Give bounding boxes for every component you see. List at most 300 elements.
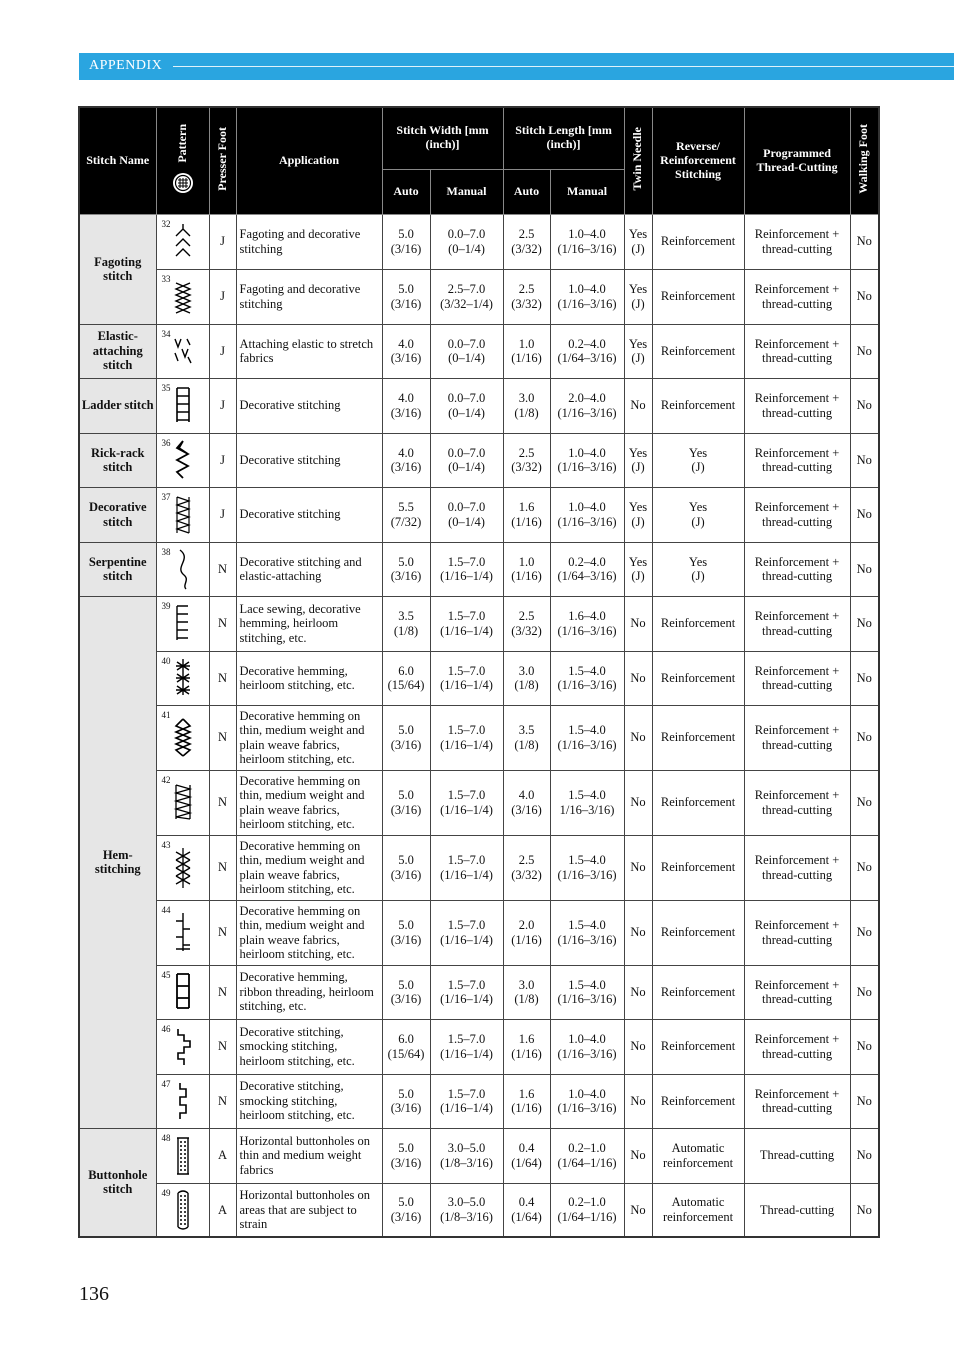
application: Decorative hemming, heirloom stitching, etc.	[236, 651, 382, 705]
stitch-name: Rick-rack stitch	[79, 433, 156, 487]
width-auto-inch: (1/8)	[393, 623, 419, 638]
reverse-value: Reinforcement	[660, 860, 736, 875]
twin-needle-sub: (J)	[631, 514, 645, 529]
programmed-thread-cutting	[744, 596, 850, 651]
length-auto-inch: (3/32)	[511, 296, 542, 311]
length-auto-inch: (3/32)	[511, 241, 542, 256]
length-manual	[550, 542, 624, 596]
twin-needle	[624, 900, 652, 965]
width-auto-inch: (3/16)	[390, 992, 422, 1006]
width-auto-inch: (3/16)	[390, 460, 422, 474]
twin-needle	[624, 324, 652, 378]
pattern-number: 48	[161, 1132, 171, 1143]
pattern-number: 35	[161, 382, 171, 393]
width-auto-mm: 5.0	[398, 1195, 414, 1210]
width-manual-inch: (1/16–1/4)	[440, 867, 493, 882]
walking-foot: No	[850, 378, 879, 433]
length-auto-inch: (1/16)	[511, 569, 542, 583]
walking-foot: No	[850, 269, 879, 324]
walking-foot: No	[850, 835, 879, 900]
twin-needle-value: Yes	[628, 500, 648, 515]
walking-foot: No	[850, 487, 879, 542]
hem-43-icon	[172, 846, 194, 890]
reverse-reinforcement	[652, 487, 744, 542]
width-manual	[430, 378, 503, 433]
reverse-reinforcement	[652, 900, 744, 965]
pattern-header-icon	[172, 172, 194, 198]
pattern-cell	[156, 324, 209, 378]
presser-foot: N	[209, 651, 236, 705]
programmed-value: Reinforcement +	[754, 282, 840, 297]
pattern-cell	[156, 651, 209, 705]
reverse-reinforcement	[652, 705, 744, 770]
twin-needle-value: No	[630, 398, 646, 413]
length-manual-mm: 1.0–4.0	[568, 500, 606, 515]
length-manual-mm: 1.5–4.0	[568, 663, 606, 678]
hem-42-icon	[172, 781, 194, 825]
length-auto	[503, 1074, 550, 1128]
width-manual-mm: 1.5–7.0	[447, 853, 486, 868]
length-auto-mm: 2.5	[518, 609, 535, 624]
header-pattern	[156, 107, 209, 214]
width-auto-inch: (3/16)	[390, 932, 422, 947]
length-auto-mm: 1.6	[518, 1032, 535, 1047]
length-auto	[503, 705, 550, 770]
width-manual-mm: 1.5–7.0	[447, 918, 486, 933]
width-auto	[382, 378, 430, 433]
header-walking-foot-label: Walking Foot	[856, 124, 871, 194]
pattern-number: 47	[161, 1078, 171, 1089]
reverse-reinforcement	[652, 378, 744, 433]
width-auto-inch: (3/16)	[390, 1155, 422, 1170]
reverse-sub: (J)	[691, 514, 705, 529]
width-manual-inch: (0–1/4)	[448, 514, 485, 529]
reverse-value: Reinforcement	[660, 730, 736, 745]
length-auto	[503, 1183, 550, 1237]
reverse-value: Reinforcement	[660, 1093, 736, 1108]
header-rule	[173, 66, 954, 67]
length-auto-mm: 2.5	[518, 445, 535, 460]
pattern-cell	[156, 1074, 209, 1128]
header-twin-needle-label: Twin Needle	[630, 127, 645, 191]
header-width-manual: Manual	[430, 169, 503, 214]
twin-needle	[624, 596, 652, 651]
length-manual-inch: (1/64–1/16)	[557, 1209, 617, 1224]
width-auto-inch: (3/16)	[390, 867, 422, 882]
walking-foot: No	[850, 651, 879, 705]
width-manual	[430, 900, 503, 965]
reverse-reinforcement	[652, 542, 744, 596]
width-manual-inch: (0–1/4)	[448, 351, 485, 365]
length-manual-inch: (1/16–3/16)	[557, 460, 617, 474]
length-manual	[550, 596, 624, 651]
length-auto-inch: (3/32)	[511, 460, 542, 474]
programmed-thread-cutting	[744, 269, 850, 324]
stitch-name: Ladder stitch	[79, 378, 156, 433]
programmed-sub: thread-cutting	[761, 867, 833, 882]
length-manual-mm: 1.6–4.0	[568, 609, 606, 624]
reverse-value: Reinforcement	[660, 398, 736, 413]
width-manual-mm: 1.5–7.0	[447, 1032, 486, 1047]
pattern-cell	[156, 965, 209, 1019]
twin-needle-value: No	[630, 925, 646, 940]
length-manual	[550, 269, 624, 324]
pattern-number: 34	[161, 328, 171, 339]
reverse-sub: (J)	[691, 460, 705, 474]
programmed-sub: thread-cutting	[761, 678, 833, 692]
length-manual	[550, 1183, 624, 1237]
width-auto	[382, 1128, 430, 1183]
application: Decorative stitching	[236, 378, 382, 433]
length-manual-inch: (1/16–3/16)	[557, 296, 617, 311]
width-manual	[430, 214, 503, 269]
programmed-value: Reinforcement +	[754, 788, 840, 803]
header-walking-foot	[850, 107, 879, 214]
length-manual-inch: (1/16–3/16)	[557, 932, 617, 947]
width-auto-mm: 5.0	[398, 1141, 414, 1156]
width-manual	[430, 1019, 503, 1074]
width-auto-inch: (3/16)	[390, 241, 422, 256]
walking-foot: No	[850, 214, 879, 269]
application: Fagoting and decorative stitching	[236, 214, 382, 269]
twin-needle	[624, 487, 652, 542]
programmed-thread-cutting	[744, 705, 850, 770]
width-auto-mm: 4.0	[398, 445, 414, 460]
programmed-sub: thread-cutting	[761, 932, 833, 947]
header-programmed: Programmed Thread-Cutting	[744, 107, 850, 214]
width-manual-mm: 1.5–7.0	[447, 663, 486, 678]
application: Decorative stitching	[236, 487, 382, 542]
application: Decorative hemming on thin, medium weight and plain weave fabrics, heirloom stitching, etc.	[236, 835, 382, 900]
length-auto-inch: (3/32)	[511, 867, 542, 882]
presser-foot: N	[209, 1019, 236, 1074]
pattern-number: 41	[161, 709, 171, 720]
reverse-value: Reinforcement	[660, 984, 736, 999]
programmed-thread-cutting	[744, 1019, 850, 1074]
width-auto-mm: 5.5	[398, 500, 414, 515]
length-manual-inch: (1/16–3/16)	[557, 623, 617, 638]
programmed-sub: thread-cutting	[761, 405, 833, 420]
twin-needle-value: No	[630, 1039, 646, 1054]
width-auto	[382, 1074, 430, 1128]
presser-foot: A	[209, 1183, 236, 1237]
reverse-reinforcement	[652, 433, 744, 487]
stitch-table	[78, 106, 880, 1238]
length-manual-mm: 1.0–4.0	[568, 445, 606, 460]
reverse-reinforcement	[652, 324, 744, 378]
reverse-value: Automatic	[671, 1141, 725, 1156]
length-manual	[550, 770, 624, 835]
table-row	[79, 651, 879, 705]
presser-foot: N	[209, 1074, 236, 1128]
reverse-value: Reinforcement	[660, 925, 736, 940]
length-manual-inch: (1/16–3/16)	[557, 1101, 617, 1115]
programmed-value: Reinforcement +	[754, 227, 840, 242]
fagoting-33-icon	[172, 275, 194, 319]
length-manual-mm: 0.2–4.0	[568, 554, 606, 569]
stitch-name: Buttonhole stitch	[79, 1128, 156, 1237]
application: Attaching elastic to stretch fabrics	[236, 324, 382, 378]
width-manual	[430, 1183, 503, 1237]
width-auto-inch: (15/64)	[387, 678, 425, 692]
header-application: Application	[236, 107, 382, 214]
length-manual-inch: (1/64–1/16)	[557, 1155, 617, 1170]
width-manual	[430, 965, 503, 1019]
twin-needle-value: No	[630, 1148, 646, 1163]
presser-foot: A	[209, 1128, 236, 1183]
table-row	[79, 433, 879, 487]
width-auto	[382, 900, 430, 965]
reverse-value: Yes	[688, 554, 708, 569]
table-row	[79, 965, 879, 1019]
length-manual	[550, 487, 624, 542]
width-auto	[382, 705, 430, 770]
walking-foot: No	[850, 900, 879, 965]
programmed-thread-cutting	[744, 651, 850, 705]
reverse-value: Yes	[688, 500, 708, 515]
reverse-sub: reinforcement	[662, 1209, 734, 1224]
length-auto-mm: 3.0	[518, 391, 535, 406]
width-manual-mm: 0.0–7.0	[447, 227, 486, 242]
twin-needle-value: Yes	[628, 445, 648, 460]
programmed-sub: thread-cutting	[761, 737, 833, 752]
length-auto-mm: 3.5	[518, 723, 535, 738]
length-auto-mm: 3.0	[518, 977, 535, 992]
width-auto	[382, 487, 430, 542]
programmed-thread-cutting	[744, 770, 850, 835]
length-auto-inch: (1/16)	[511, 1101, 542, 1115]
width-auto-inch: (3/16)	[390, 737, 422, 752]
programmed-value: Reinforcement +	[754, 918, 840, 933]
length-manual-mm: 0.2–4.0	[568, 336, 606, 351]
programmed-thread-cutting	[744, 487, 850, 542]
twin-needle-value: No	[630, 1202, 646, 1217]
header-pattern-label: Pattern	[174, 123, 189, 163]
presser-foot: N	[209, 835, 236, 900]
width-auto-inch: (3/16)	[390, 569, 422, 583]
width-auto-inch: (15/64)	[387, 1046, 425, 1061]
pattern-cell	[156, 705, 209, 770]
application: Horizontal buttonholes on areas that are subject to strain	[236, 1183, 382, 1237]
presser-foot: J	[209, 269, 236, 324]
hem-40-icon	[172, 656, 194, 700]
pattern-cell	[156, 433, 209, 487]
width-auto-mm: 5.0	[398, 554, 414, 569]
pattern-cell	[156, 1183, 209, 1237]
width-auto	[382, 324, 430, 378]
length-auto-inch: (1/64)	[511, 1209, 542, 1224]
width-auto-mm: 5.0	[398, 282, 414, 297]
application: Decorative hemming on thin, medium weight and plain weave fabrics, heirloom stitching, etc.	[236, 705, 382, 770]
twin-needle	[624, 214, 652, 269]
pattern-cell	[156, 542, 209, 596]
width-auto-mm: 5.0	[398, 918, 414, 933]
presser-foot: N	[209, 900, 236, 965]
width-manual	[430, 324, 503, 378]
programmed-value: Reinforcement +	[754, 977, 840, 992]
application: Decorative stitching	[236, 433, 382, 487]
pattern-number: 40	[161, 655, 171, 666]
width-auto	[382, 269, 430, 324]
walking-foot: No	[850, 542, 879, 596]
reverse-value: Automatic	[671, 1195, 725, 1210]
width-auto	[382, 596, 430, 651]
programmed-value: Reinforcement +	[754, 853, 840, 868]
pattern-number: 33	[161, 273, 171, 284]
width-manual-inch: (1/16–1/4)	[440, 1101, 493, 1115]
width-auto-mm: 4.0	[398, 391, 414, 406]
length-auto-mm: 0.4	[518, 1141, 535, 1156]
length-auto-mm: 3.0	[518, 663, 535, 678]
twin-needle	[624, 1074, 652, 1128]
programmed-thread-cutting	[744, 214, 850, 269]
length-manual-inch: 1/16–3/16)	[559, 802, 615, 817]
length-auto-inch: (1/16)	[511, 514, 542, 529]
application: Decorative stitching, smocking stitching, heirloom stitching, etc.	[236, 1074, 382, 1128]
reverse-sub: reinforcement	[662, 1155, 734, 1170]
walking-foot: No	[850, 1074, 879, 1128]
twin-needle	[624, 965, 652, 1019]
width-auto-mm: 5.0	[398, 723, 414, 738]
table-row	[79, 487, 879, 542]
programmed-sub: thread-cutting	[761, 802, 833, 817]
length-auto-mm: 1.0	[518, 554, 535, 569]
length-manual-inch: (1/16–3/16)	[557, 241, 617, 256]
width-manual	[430, 835, 503, 900]
programmed-sub: thread-cutting	[761, 514, 833, 529]
table-row	[79, 324, 879, 378]
length-auto	[503, 487, 550, 542]
width-manual	[430, 1074, 503, 1128]
length-manual-inch: (1/16–3/16)	[557, 737, 617, 752]
presser-foot: N	[209, 542, 236, 596]
pattern-cell	[156, 269, 209, 324]
reverse-reinforcement	[652, 651, 744, 705]
presser-foot: N	[209, 705, 236, 770]
pattern-number: 49	[161, 1187, 171, 1198]
width-manual	[430, 487, 503, 542]
reverse-reinforcement	[652, 835, 744, 900]
pattern-cell	[156, 1128, 209, 1183]
length-manual	[550, 900, 624, 965]
reverse-value: Yes	[688, 445, 708, 460]
width-manual-mm: 0.0–7.0	[447, 391, 486, 406]
width-auto	[382, 433, 430, 487]
width-manual-mm: 0.0–7.0	[447, 445, 486, 460]
length-auto-mm: 1.6	[518, 500, 535, 515]
width-manual-mm: 1.5–7.0	[447, 609, 486, 624]
twin-needle	[624, 705, 652, 770]
length-manual	[550, 1074, 624, 1128]
width-manual-mm: 0.0–7.0	[447, 500, 486, 515]
width-auto-inch: (3/16)	[390, 405, 422, 420]
length-manual	[550, 651, 624, 705]
width-manual-inch: (0–1/4)	[448, 405, 485, 420]
length-manual-inch: (1/16–3/16)	[557, 678, 617, 692]
programmed-value: Reinforcement +	[754, 500, 840, 515]
walking-foot: No	[850, 1183, 879, 1237]
application: Decorative stitching and elastic-attaching	[236, 542, 382, 596]
width-auto	[382, 835, 430, 900]
header-presser-foot-label: Presser Foot	[214, 126, 229, 191]
elastic-34-icon	[172, 329, 194, 373]
length-auto-mm: 2.5	[518, 227, 535, 242]
length-manual-mm: 2.0–4.0	[568, 391, 606, 406]
length-auto	[503, 1019, 550, 1074]
length-auto	[503, 269, 550, 324]
programmed-value: Reinforcement +	[754, 1032, 840, 1047]
width-auto-mm: 5.0	[398, 853, 414, 868]
application: Fagoting and decorative stitching	[236, 269, 382, 324]
pattern-cell	[156, 835, 209, 900]
width-manual-inch: (1/16–1/4)	[440, 932, 493, 947]
programmed-sub: thread-cutting	[761, 623, 833, 638]
programmed-thread-cutting	[744, 1128, 850, 1183]
width-auto-inch: (3/16)	[390, 802, 422, 817]
twin-needle-value: No	[630, 860, 646, 875]
twin-needle-value: Yes	[628, 227, 648, 242]
length-auto-inch: (1/8)	[514, 992, 539, 1006]
width-manual-mm: 1.5–7.0	[447, 977, 486, 992]
width-auto	[382, 542, 430, 596]
length-auto-inch: (1/16)	[511, 1046, 542, 1061]
length-manual-mm: 1.5–4.0	[568, 723, 606, 738]
table-row	[79, 542, 879, 596]
length-manual	[550, 378, 624, 433]
programmed-value: Reinforcement +	[754, 723, 840, 738]
length-auto	[503, 378, 550, 433]
header-stitch-width: Stitch Width [mm (inch)]	[382, 107, 503, 169]
presser-foot: J	[209, 378, 236, 433]
header-presser-foot	[209, 107, 236, 214]
length-auto-mm: 2.0	[518, 918, 535, 933]
programmed-value: Reinforcement +	[754, 609, 840, 624]
application: Horizontal buttonholes on thin and medium weight fabrics	[236, 1128, 382, 1183]
stitch-name: Elastic-attaching stitch	[79, 324, 156, 378]
length-manual	[550, 1019, 624, 1074]
header-length-auto: Auto	[503, 169, 550, 214]
length-manual	[550, 324, 624, 378]
width-auto	[382, 770, 430, 835]
walking-foot: No	[850, 965, 879, 1019]
programmed-sub: thread-cutting	[761, 569, 833, 583]
hem-47-icon	[172, 1079, 194, 1123]
length-manual	[550, 965, 624, 1019]
reverse-reinforcement	[652, 1128, 744, 1183]
programmed-thread-cutting	[744, 378, 850, 433]
walking-foot: No	[850, 770, 879, 835]
twin-needle-sub: (J)	[631, 351, 645, 365]
programmed-thread-cutting	[744, 542, 850, 596]
pattern-cell	[156, 378, 209, 433]
length-manual-mm: 1.0–4.0	[568, 1032, 606, 1047]
appendix-header-bar	[79, 53, 954, 80]
stitch-name: Decorative stitch	[79, 487, 156, 542]
length-manual-inch: (1/16–3/16)	[557, 867, 617, 882]
length-manual-mm: 1.5–4.0	[568, 853, 606, 868]
length-manual-mm: 0.2–1.0	[568, 1195, 606, 1210]
length-manual-mm: 1.5–4.0	[568, 977, 606, 992]
width-manual-mm: 1.5–7.0	[447, 723, 486, 738]
reverse-value: Reinforcement	[660, 616, 736, 631]
pattern-number: 44	[161, 904, 171, 915]
length-auto	[503, 900, 550, 965]
length-auto	[503, 324, 550, 378]
width-manual	[430, 269, 503, 324]
length-manual	[550, 1128, 624, 1183]
hem-44-icon	[172, 911, 194, 955]
width-auto-inch: (3/16)	[390, 1101, 422, 1115]
